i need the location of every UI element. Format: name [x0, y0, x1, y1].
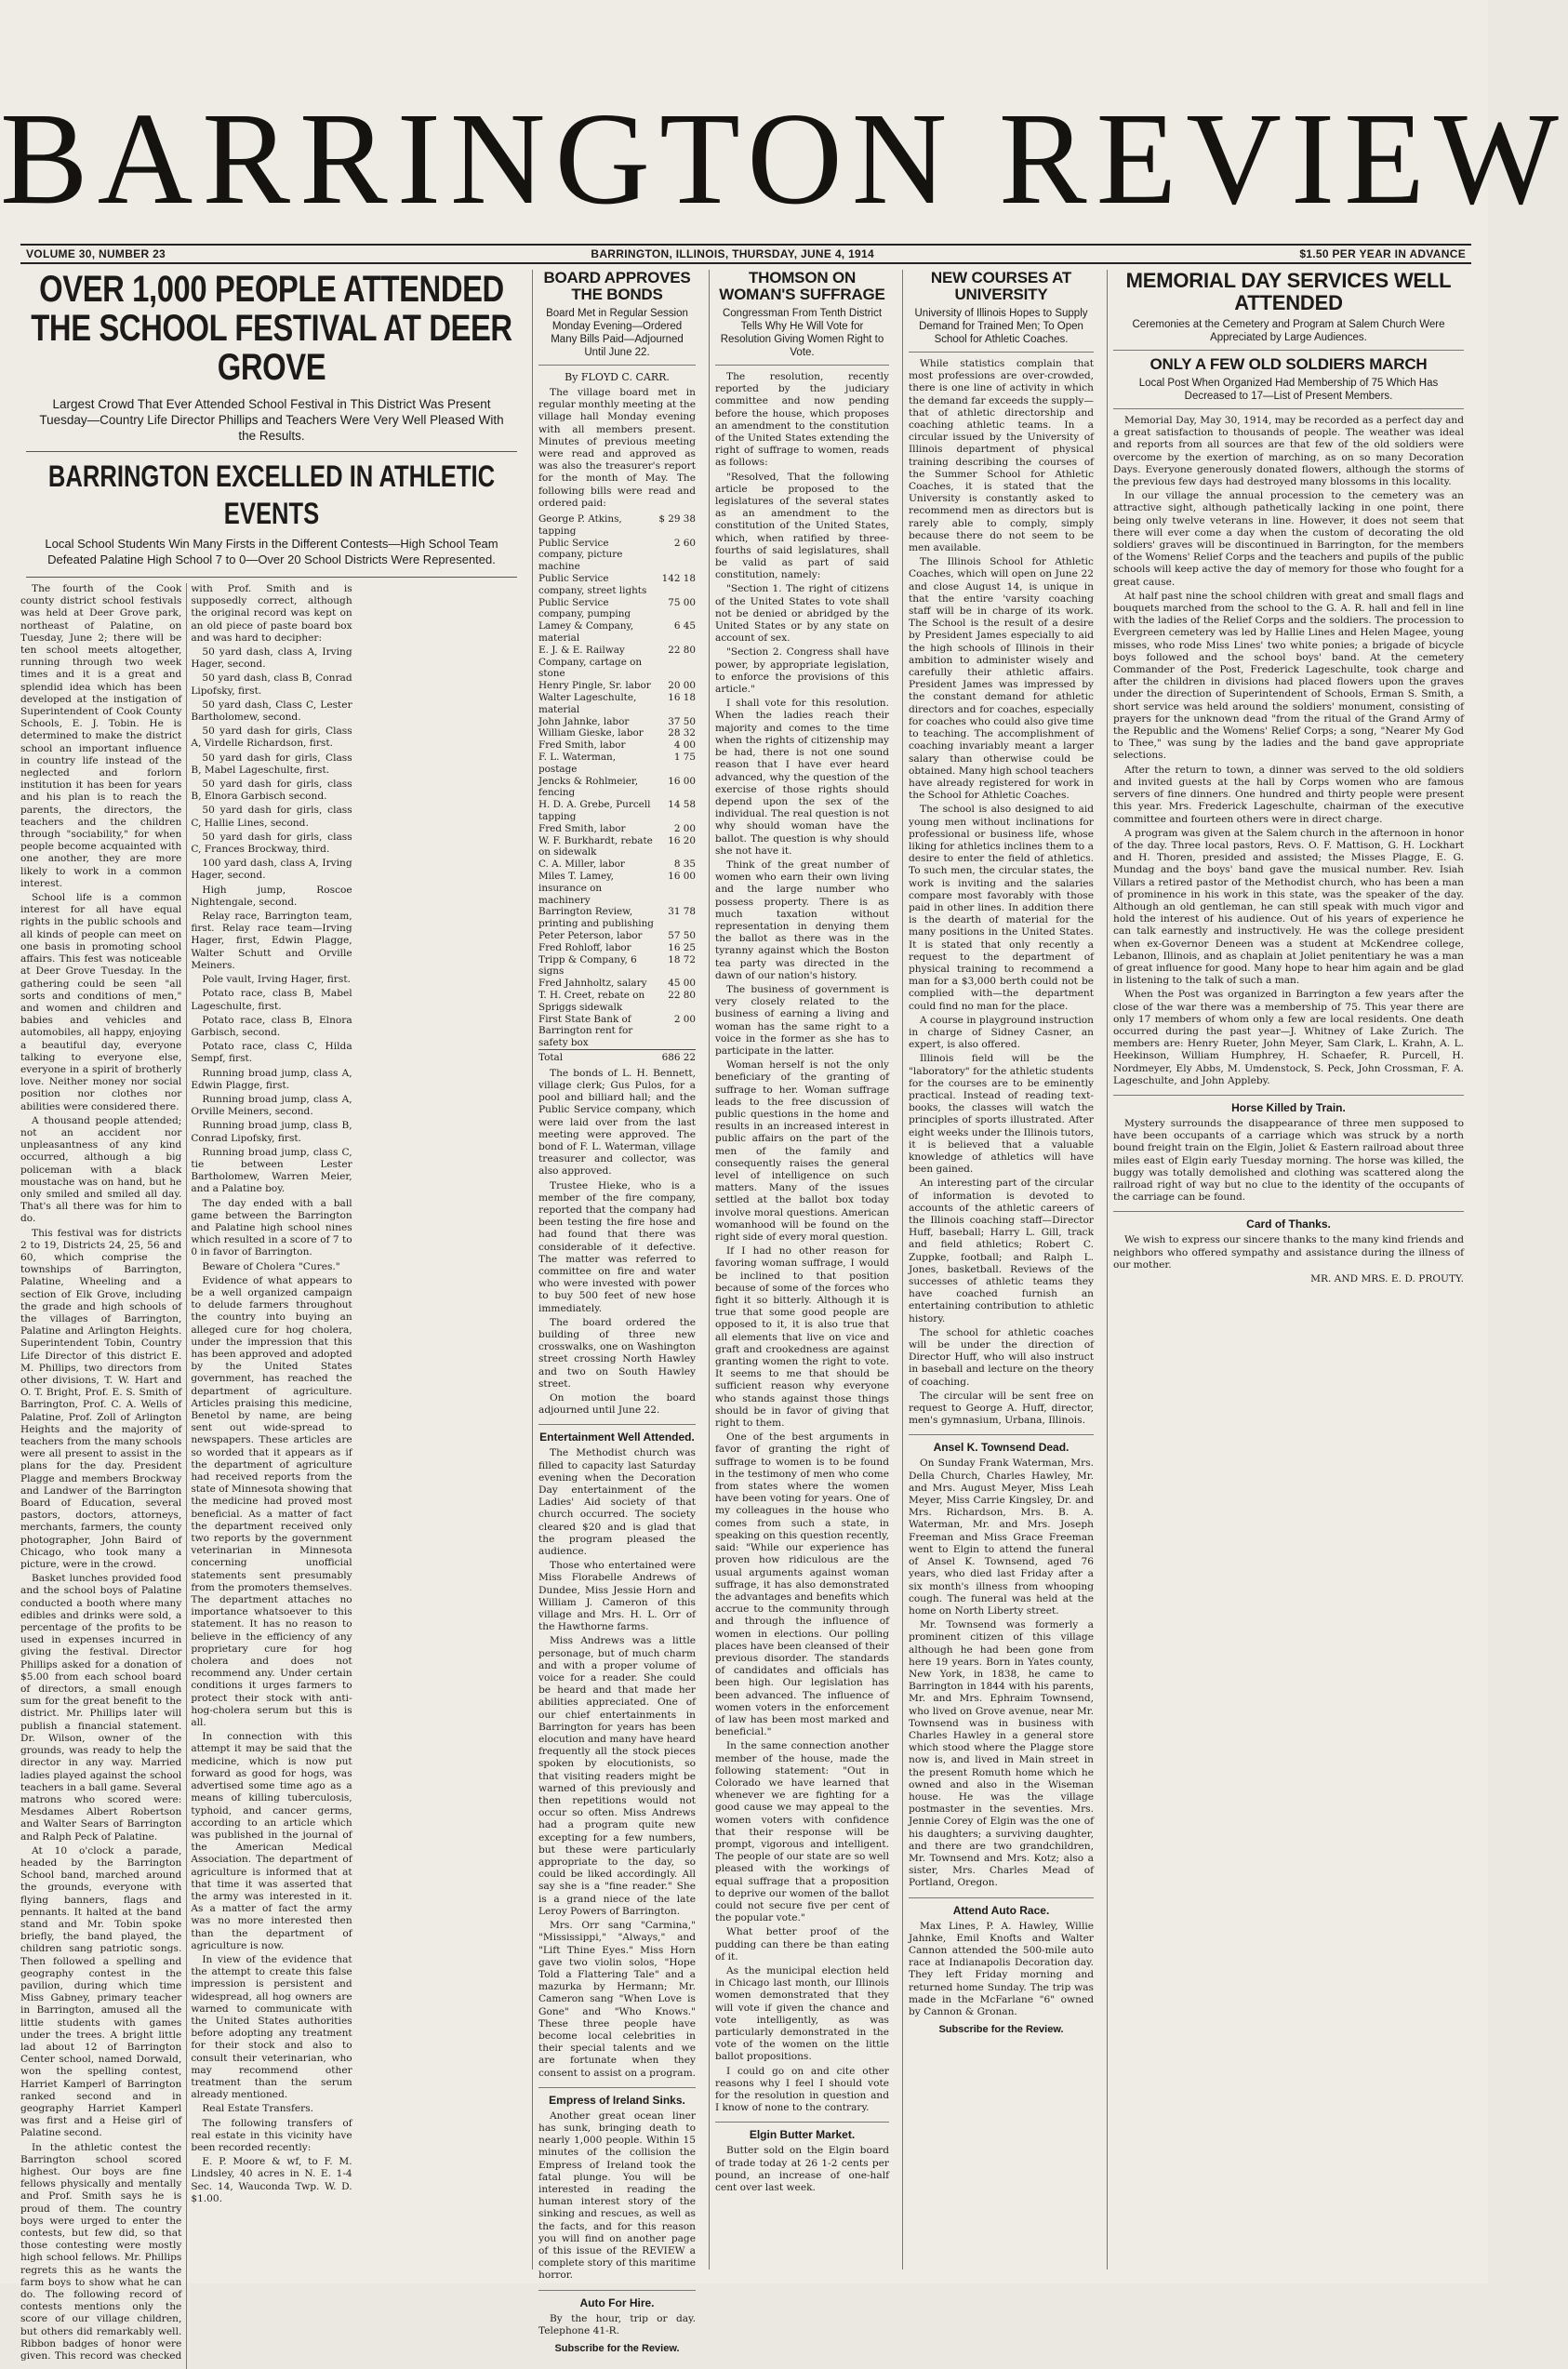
entertainment-headline: Entertainment Well Attended. [538, 1424, 696, 1444]
bill-amount: 22 80 [668, 644, 696, 656]
lead-paragraph: Evidence of what appears to be a well organized campaign to delude farmers throughout the country into buying an alleged cure for hog cholera, under the impression that this has been approved and adopted by the United States government, has reached the department of agriculture. Articles praising this medicine, Benetol by name, are being sent out wide-spread to newspapers. These articles are so worded that it appears as if the department of agriculture had received reports from the state of Minnesota showing that the medicine had proved most beneficial. As a matter of fact the department received only two reports by the government veterinarian in Minnesota concerning unofficial statements sent presumably from the promoters themselves. The department attaches no importance whatsoever to this statement. It has no reason to believe in the efficiency of any proprietary cure for hog cholera and does not recommend any. Under certain conditions it urges farmers to protect their stock with anti-hog-cholera serum but this is all. [191, 1274, 352, 1729]
lead-paragraph: 100 yard dash, class A, Irving Hager, second. [191, 858, 352, 882]
suffrage-paragraph: I could go on and cite other reasons why I feel I should vote for the resolution in question and I know of none to the contrary. [715, 2065, 889, 2114]
suffrage-paragraph: "Section 2. Congress shall have power, by appropriate legislation, to enforce the provisions of this article." [715, 646, 889, 696]
bill-item: Tripp & Company, 6 signs [538, 953, 637, 978]
board-paragraph: Trustee Hieke, who is a member of the fire company, reported that the company had been testing the fire hose and had found that there was considerable of it defective. The matter was referred to committee on fire and water who were invested with power to buy 500 feet of new hose immediately. [538, 1179, 696, 1314]
lead-paragraph: Real Estate Transfers. [202, 2103, 314, 2115]
bill-amount: 2 00 [673, 1013, 696, 1025]
bill-item: F. L. Waterman, postage [538, 751, 617, 775]
bills-total-amount: 686 22 [655, 1049, 696, 1063]
bill-amount: 45 00 [668, 978, 696, 990]
autorace-headline: Attend Auto Race. [909, 1897, 1094, 1917]
bill-row [538, 739, 696, 752]
memorial-paragraph: In our village the annual procession to the cemetery was an attractive sight, although pathetically lacking in one point, there being only twelve veterans in line. However, it does not seem that there will ever come a day when the custom of decorating the old soldiers' graves will be discontinued in Barrington, for the members of the Womens' Relief Corps and the teachers and pupils of the public schools will keep active the day of memory for those who fought for a great cause. [1113, 490, 1464, 588]
bill-row [538, 752, 696, 776]
courses-paragraph: While statistics complain that most professions are over-crowded, there is one line of activity in which the demand far exceeds the supply—that of athletic directorship and coaching athletic teams. In a circular issued by the University of Illinois department of physical training describing the courses of the Summer School for Athletic Coaches, it is stated that the University is constantly asked to recommend men as directors but is rarely able to comply, simply because there do not seem to be men available. [909, 358, 1094, 554]
lead-deck-secondary: Local School Students Win Many Firsts in the Different Contests—High School Team Defeated Palatine High School 7 to 0—Over 20 School Districts Were Represented. [26, 532, 517, 578]
courses-paragraph: The circular will be sent free on request to George A. Huff, director, men's gymnasium, Urbana, Illinois. [909, 1390, 1094, 1427]
bill-amount: 75 00 [668, 596, 696, 608]
bill-amount: 1 75 [673, 751, 696, 763]
bill-row [538, 823, 696, 835]
entertainment-paragraphs [538, 1447, 696, 2079]
suffrage-paragraphs [715, 371, 889, 2114]
bill-row [538, 597, 696, 621]
bill-amount: $ 29 38 [658, 513, 696, 526]
board-paragraph: The board ordered the building of three new crosswalks, one on Washington street crossing North Hawley and two on South Hawley street. [538, 1316, 696, 1390]
dateline-bar [20, 244, 1471, 264]
bill-row [538, 990, 696, 1014]
board-headline: BOARD APPROVES THE BONDS [543, 269, 691, 303]
suffrage-paragraph: Woman herself is not the only beneficiary of the granting of suffrage to her. Woman suffrage leads to the free discussion of public questions in the home and results in an increased interest in public affairs on the part of the men of the family and consequently raises the general level of intelligence on such matters. Many of the issues settled at the ballot box today involve moral questions. American womanhood will be found on the right side of every moral question. [715, 1059, 889, 1244]
horse-text: Mystery surrounds the disappearance of three men supposed to have been occupants of a carriage which was struck by a north bound freight train on the Elgin, Joliet & Eastern railroad about three miles east of Elgin early Tuesday morning. The horse was killed, the buggy was totally demolished and clothing was scattered along the railroad right of way but no clue to the identity of the occupants of the carriage can be found. [1113, 1117, 1464, 1204]
lead-paragraph: 50 yard dash for girls, class C, Frances Brockway, third. [191, 831, 352, 856]
bill-row [538, 930, 696, 942]
lead-paragraph: 50 yard dash for girls, Class B, Mabel Lageschulte, first. [191, 752, 352, 776]
memorial-paragraph: Memorial Day, May 30, 1914, may be recorded as a perfect day and a great satisfaction to thousands of people. The weather was ideal and reports from all sources are that few of the old soldiers were overcome by the exertion of marching, as on so many Decoration Days. Everyone generously donated flowers, although the storms of the previous few days had destroyed many blossoms in this locality. [1113, 415, 1464, 488]
bill-item: George P. Atkins, tapping [538, 513, 622, 537]
townsend-paragraph: Mr. Townsend was formerly a prominent citizen of this village although he had been gone from here 19 years. Born in Yates county, New York, in 1838, he came to Barrington in 1844 with his parents, Mr. and Mrs. Ephraim Townsend, who lived on Grove avenue, near Mr. Townsend was in business with Charles Hawley in a general store which stood where the Plagge store now is, and lived in Main street in the present Romuth home which he owned and also in the Wiseman house. He was the village postmaster in the seventies. Mrs. Jennie Corey of Elgin was the one of his daughters; a surviving daughter, and there are two grandchildren, Mr. Townsend and Mrs. Kotz; also a sister, Mrs. Charles Mead of Portland, Oregon. [909, 1619, 1094, 1889]
bill-item: Jencks & Rohlmeier, fencing [538, 775, 639, 799]
lead-paragraph: E. P. Moore & wf, to F. M. Lindsley, 40 acres in N. E. 1-4 Sec. 14, Wauconda Twp. W. D. $1.00. [191, 2156, 352, 2204]
memorial-paragraph: At half past nine the school children with great and small flags and bouquets marched from the school to the G. A. R. hall and fell in line with the ladies of the Relief Corps and the soldiers. The procession to Evergreen cemetery was led by Hallie Lines and Helen Magee, young misses, who rode Miss Lines' two white ponies; a brigade of bicycle boys followed and the school boys' band. At the cemetery Commander of the Post, Frederick Lageschulte, took charge and after the children in divisions had placed flowers upon the graves under the direction of Superintendent of Schools, Erman S. Smith, a short service was held around the soldiers' monument, consisting of prayers for the unknown dead "from the ritual of the Grand Army of the Republic and the Womens' Relief Corps; a song, "Nearer My God to Thee," was sung by the ladies and the band gave appropriate selections. [1113, 590, 1464, 762]
courses-paragraph: The school is also designed to aid young men without inclinations for professional or business life, whose liking for athletics inclines them to a desire to enter the field of athletics. To such men, the circular states, the work is inviting and the salaries compare most favorably with those paid in other lines. In addition there is the dearth of material for the many positions in the United States. It is stated that only recently a request to the department of physical training to recommend a man for a $3,000 berth could not be complied with—the department could find no man for the place. [909, 804, 1094, 1012]
bill-amount: 8 35 [673, 858, 696, 871]
bill-amount: 16 18 [668, 691, 696, 703]
bill-item: William Gieske, labor [538, 727, 644, 739]
bill-item: Fred Smith, labor [538, 822, 626, 834]
subscription-price: $1.50 PER YEAR IN ADVANCE [1299, 247, 1466, 260]
memorial-headline-secondary: ONLY A FEW OLD SOLDIERS MARCH [1149, 355, 1428, 373]
bill-item: Public Service company, pumping [538, 596, 631, 620]
bill-item: Lamey & Company, material [538, 620, 634, 644]
hire-text: By the hour, trip or day. Telephone 41-R. [538, 2312, 696, 2336]
thanks-headline: Card of Thanks. [1113, 1211, 1464, 1231]
lead-paragraph: Potato race, class B, Mabel Lageschulte, first. [191, 988, 352, 1012]
bill-row [538, 716, 696, 728]
bill-row [538, 513, 696, 538]
memorial-headline: MEMORIAL DAY SERVICES WELL ATTENDED [1125, 269, 1452, 314]
bill-row [538, 858, 696, 871]
bill-item: T. H. Creet, rebate on Spriggs sidewalk [538, 989, 645, 1013]
board-article [532, 269, 701, 2354]
bill-item: Public Service company, street lights [538, 573, 647, 596]
entertainment-paragraph: Miss Andrews was a little personage, but of much charm and with a proper volume of voice for a reader. She could be heard and that made her abilities appreciated. One of our chief entertainments in Barrington for years has been elocution and many have heard frequently all the stock pieces spoken by elocutionists, so that visiting readers might be warned of this previously and then repetitions would not occur so often. Miss Andrews had a program quite new excepting for a few numbers, but these were particularly appropriate to the day, so could be liked accordingly. All say she is a "fine reader." She is a grand niece of the late Leroy Powers of Barrington. [538, 1635, 696, 1917]
suffrage-paragraph: "Section 1. The right of citizens of the United States to vote shall not be denied or abridged by the United States or by any state on account of sex. [715, 583, 889, 645]
bill-row [538, 645, 696, 680]
bill-row [538, 835, 696, 859]
bill-amount: 16 00 [668, 775, 696, 787]
lead-paragraph: Basket lunches provided food and the school boys of Palatine conducted a booth where many edibles and drinks were sold, a percentage of the profits to be used in expenses incurred in giving the festival. Director Phillips asked for a donation of $5.00 from each school board of directors, a small enough sum for the great benefit to the district. Mr. Phillips later will publish a financial statement. Dr. Wilson, owner of the grounds, was ready to help the director in any way. Married ladies played against the school teachers in a ball game. Several matrons who scored were: Mesdames Albert Robertson and Walter Sears of Barrington and Ralph Peck of Palatine. [20, 1573, 182, 1843]
lead-paragraph: Potato race, class B, Elnora Garbisch, second. [191, 1014, 352, 1038]
bill-item: E. J. & E. Railway Company, cartage on stone [538, 644, 643, 680]
lead-paragraph: Relay race, Barrington team, first. Relay race team—Irving Hager, first, Edwin Plagge, Walter Schutt and Orville Meiners. [191, 911, 352, 971]
bill-amount: 16 00 [668, 870, 696, 882]
lead-body [20, 583, 523, 2369]
bill-item: John Jahnke, labor [538, 715, 630, 727]
bill-row [538, 620, 696, 645]
lead-paragraph: A thousand people attended; not an accident nor unpleasantness of any kind occurred, although a big policeman with a black moustache was on hand, but he only smiled and smiled all day. That's all there was for him to do. [20, 1114, 182, 1225]
board-paragraph: The bonds of L. H. Bennett, village clerk; Gus Pulos, for a pool and billiard hall; and the Public Service company, which were laid over from the last meeting were approved. The bond of F. L. Waterman, village treasurer and collector, was also approved. [538, 1067, 696, 1178]
hire-headline: Auto For Hire. [538, 2290, 696, 2309]
suffrage-paragraph: What better proof of the pudding can there be than eating of it. [715, 1926, 889, 1963]
lead-paragraph: Running broad jump, class C, tie between Lester Bartholomew, Warren Meier, and a Palatine boy. [191, 1146, 352, 1195]
lead-headline-secondary: BARRINGTON EXCELLED IN ATHLETIC EVENTS [47, 459, 496, 530]
bills-total-row [538, 1049, 696, 1063]
bill-amount: 4 00 [673, 739, 696, 752]
lead-paragraph: 50 yard dash, class A, Irving Hager, second. [191, 646, 352, 671]
courses-paragraphs [909, 358, 1094, 1427]
memorial-article [1107, 270, 1469, 2269]
bill-item: Fred Smith, labor [538, 739, 626, 752]
bills-total-label: Total [538, 1049, 655, 1063]
courses-headline: NEW COURSES AT UNIVERSITY [930, 269, 1072, 303]
lead-paragraph: The day ended with a ball game between the Barrington and Palatine high school nines which resulted in a score of 7 to 0 in favor of Barrington. [191, 1197, 352, 1258]
bill-amount: 31 78 [668, 906, 696, 918]
lead-paragraph: High jump, Roscoe Nightengale, second. [191, 884, 352, 908]
bill-amount: 57 50 [668, 929, 696, 941]
bill-item: W. F. Burkhardt, rebate on sidewalk [538, 834, 653, 858]
empress-paragraphs [538, 2110, 696, 2282]
suffrage-headline: THOMSON ON WOMAN'S SUFFRAGE [719, 269, 885, 303]
lead-paragraph: Running broad jump, class A, Edwin Plagge, first. [191, 1067, 352, 1091]
suffrage-paragraph: Think of the great number of women who earn their own living and the large number who possess property. There is as much taxation without representation in denying them the ballot as there was in the tyranny against which the Boston tea party was directed in the dawn of our nation's history. [715, 858, 889, 981]
bill-amount: 6 45 [673, 620, 696, 632]
lead-paragraph: Pole vault, Irving Hager, first. [202, 974, 351, 986]
lead-paragraph: 50 yard dash, class B, Conrad Lipofsky, first. [191, 672, 352, 697]
courses-subhead: University of Illinois Hopes to Supply Demand for Trained Men; To Open School for Athletic Coaches. [909, 303, 1094, 353]
lead-paragraph: This festival was for districts 2 to 19, Districts 24, 25, 56 and 60, which comprise the townships of Barrington, Palatine, Wheeling and a section of Elk Grove, including the grade and high schools of the villages of Barrington, Palatine and Arlington Heights. Superintendent Tobin, Country Life Director of this district E. M. Phillips, two directors from other divisions, T. W. Hart and O. T. Bright, Prof. E. S. Smith of Barrington, Prof. C. A. Wells of Palatine, Prof. Zoll of Arlington Heights and the majority of teachers from the many schools were all present to assist in the plans for the day. President Plagge and members Brockway and Landwer of the Barrington Board of Education, several pastors, doctors, attorneys, merchants, farmers, the county photographer, John Baird of Chicago, who took many a picture, were in the crowd. [20, 1227, 182, 1571]
courses-paragraph: Illinois field will be the "laboratory" for the athletic students for the courses are to be eminently practical. Instead of reading text-books, the classes will watch the principles of sports illustrated. After eight weeks under the Illinois tutors, it is believed that a valuable knowledge of athletics will have been gained. [909, 1053, 1094, 1176]
bill-item: Miles T. Lamey, insurance on machinery [538, 870, 614, 906]
lead-paragraph: The following transfers of real estate in this vicinity have been recorded recently: [191, 2117, 352, 2153]
bill-row [538, 573, 696, 597]
bill-row [538, 538, 696, 573]
subscribe-note-2: Subscribe for the Review. [938, 2024, 1064, 2036]
bill-row [538, 1014, 696, 1050]
suffrage-paragraph: "Resolved, That the following article be proposed to the legislatures of the several states as an amendment to the constitution of the United States, which, when ratified by three-fourths of said legislatures, shall be valid as part of said constitution, namely: [715, 471, 889, 581]
bill-item: Barrington Review, printing and publishing [538, 906, 654, 930]
subscribe-note: Subscribe for the Review. [554, 2342, 680, 2354]
suffrage-paragraph: The business of government is very closely related to the business of earning a living and woman has the same right to a voice in the former as she has to participate in the latter. [715, 983, 889, 1057]
bill-item: First State Bank of Barrington rent for safety box [538, 1013, 633, 1049]
bill-amount: 14 58 [668, 799, 696, 811]
bill-row [538, 871, 696, 906]
bill-row [538, 906, 696, 930]
memorial-subhead: Ceremonies at the Cemetery and Program at Salem Church Were Appreciated by Large Audiences. [1113, 314, 1464, 351]
bill-row [538, 942, 696, 954]
board-intro: The village board met in regular monthly meeting at the village hall Monday evening with all members present. Minutes of previous meeting were read and approved as was also the treasurer's report for the month of May. The following bills were read and ordered paid: [538, 387, 696, 509]
townsend-paragraphs [909, 1457, 1094, 1889]
townsend-paragraph: On Sunday Frank Waterman, Mrs. Della Church, Charles Hawley, Mr. and Mrs. August Meyer, Miss Leah Meyer, Miss Carrie Kingsley, Dr. and Mrs. Richardson, Mrs. B. A. Waterman, Mr. and Mrs. Joseph Freeman and Miss Grace Freeman went to Elgin to attend the funeral of Ansel K. Townsend, aged 76 years, who died last Friday after a six month's illness from whooping cough. The funeral was held at the home on North Liberty street. [909, 1457, 1094, 1617]
lead-paragraph: School life is a common interest for all have equal rights in the public schools and all kinds of people can meet on one basis in promoting school affairs. This fest was noticeable at Deer Grove Tuesday. In the gathering could be seen "all sorts and conditions of men," and women and children and babies and vehicles and automobiles, all happy, enjoying a beautiful day, everyone talking to everyone else, everyone in a spirit of brotherly love. Neither money nor social position nor clothes nor abilities were considered there. [20, 892, 182, 1112]
lead-paragraph: Beware of Cholera "Cures." [202, 1260, 340, 1272]
bill-row [538, 954, 696, 978]
elgin-text: Butter sold on the Elgin board of trade today at 26 1-2 cents per pound, an increase of one-half cent over last week. [715, 2145, 889, 2194]
masthead-title: BARRINGTON REVIEW [0, 85, 1568, 232]
bill-item: Fred Rohloff, labor [538, 941, 631, 953]
lead-paragraph: In view of the evidence that the attempt to create this false impression is persistent and widespread, all hog owners are warned to communicate with the United States authorities before adopting any treatment for their stock and also to consult their veterinarian, who may recommend other treatment than the serum already mentioned. [191, 1953, 352, 2101]
board-paragraph: On motion the board adjourned until June 22. [538, 1391, 696, 1417]
bill-amount: 142 18 [661, 573, 696, 585]
horse-headline: Horse Killed by Train. [1113, 1095, 1464, 1114]
bill-row [538, 680, 696, 692]
bill-amount: 37 50 [668, 715, 696, 727]
bill-item: Fred Jahnholtz, salary [538, 978, 647, 990]
memorial-subhead-secondary: Local Post When Organized Had Membership of 75 Which Has Decreased to 17—List of Present Members. [1113, 373, 1464, 409]
lead-paragraph: 50 yard dash for girls, class B, Elnora Garbisch second. [191, 779, 352, 803]
memorial-paragraph: After the return to town, a dinner was served to the old soldiers and invited guests at the hall by Corps women who are famous servers of fine dinners. One hundred and thirty people were present this year. Mrs. Frederick Lageschulte, chairman of the executive committee and fourteen others were in direct charge. [1113, 764, 1464, 825]
lead-paragraph: Running broad jump, class A, Orville Meiners, second. [191, 1093, 352, 1118]
lead-headline: OVER 1,000 PEOPLE ATTENDED THE SCHOOL FESTIVAL AT DEER GROVE [31, 269, 512, 388]
bill-amount: 28 32 [668, 727, 696, 739]
courses-article [902, 270, 1099, 2269]
courses-paragraph: The school for athletic coaches will be under the direction of Director Huff, who will also instruct in baseball and lecture on the theory of coaching. [909, 1326, 1094, 1388]
bill-item: Public Service company, picture machine [538, 537, 623, 573]
bill-row [538, 978, 696, 990]
bill-amount: 2 00 [673, 822, 696, 834]
board-paragraphs [538, 1068, 696, 1417]
lead-paragraph: The fourth of the Cook county district school festivals was held at Deer Grove park, northeast of Palatine, on Tuesday, June 2; there will be ten school meets altogether, running through two week times and it is a great and splendid idea which has been developed at the instigation of Superintendent of Cook County Schools, E. J. Tobin. He is determined to make the district school an important influence in country life instead of the neglected and forlorn institution it has been for years and his plan is to reach the parents, the directors, the teachers and the children through "sociability," for when people become acquainted with one another, they are more likely to work in a common interest. [20, 583, 182, 889]
bill-amount: 2 60 [673, 537, 696, 549]
empress-headline: Empress of Ireland Sinks. [538, 2087, 696, 2107]
townsend-headline: Ansel K. Townsend Dead. [909, 1434, 1094, 1454]
entertainment-paragraph: Those who entertained were Miss Florabelle Andrews of Dundee, Miss Jessie Horn and William J. Cameron of this village and Mrs. H. L. Orr of the Hawthorne farms. [538, 1560, 696, 1633]
memorial-paragraphs [1113, 415, 1464, 1087]
bill-item: H. D. A. Grebe, Purcell tapping [538, 799, 651, 822]
bill-row [538, 799, 696, 823]
suffrage-paragraph: One of the best arguments in favor of granting the right of suffrage to women is to be found in the testimony of men who come from states where the women have been voting for years. One of my colleagues in the house who comes from such a state, in speaking on this question recently, said: "While our experience has proven how ridiculous are the usual arguments against woman suffrage, it has also demonstrated the advantages and benefits which accrue to the community through and through the influence of women in elections. Our polling places have been cleansed of their previous disorder. The standards of candidates and officials has been high. Our legislation has been advanced. The influence of women voters in the enforcement of law has been most marked and beneficial." [715, 1431, 889, 1738]
suffrage-subhead: Congressman From Tenth District Tells Why He Will Vote for Resolution Giving Women Right to Vote. [715, 303, 889, 366]
suffrage-paragraph: As the municipal election held in Chicago last month, our Illinois women demonstrated that they will vote if given the chance and vote intelligently, as was particularly demonstrated in the vote of the women on the little ballot propositions. [715, 1965, 889, 2063]
suffrage-paragraph: I shall vote for this resolution. When the ladies reach their majority and comes to the time when the rights of citizenship may be had, there is not one sound reason that I have ever heard advanced, why the question of the exercise of those rights should depend upon the sex of the individual. The real question is not why should woman have the ballot. The question is why should she not have it. [715, 698, 889, 857]
bill-item: Walter Lageschulte, material [538, 691, 637, 715]
volume-number: VOLUME 30, NUMBER 23 [26, 247, 166, 260]
elgin-headline: Elgin Butter Market. [715, 2122, 889, 2141]
thanks-text: We wish to express our sincere thanks to the many kind friends and neighbors who offered sympathy and assistance during the illness of our mother. [1113, 1234, 1464, 1271]
memorial-paragraph: A program was given at the Salem church in the afternoon in honor of the day. Three local pastors, Revs. O. F. Mattison, G. H. Lockhart and H. Thoren, presided and assisted; the Misses Plagge, E. G. Mundag and the boys' band gave the musical number. Rev. Isiah Villars a retired pastor of the Methodist church, who has been a man of prominence in his work in this state, was the speaker of the day. Although an old gentleman, he can still speak with much vigor and hold the interest of his audience. Out of his years of experience he can talk earnestly and instructively. He was the college president when ex-Governor Deneen was a student at McKendree college, Lebanon, Illinois, and as chaplain at Joliet penitentiary he was a man of great influence for good. Many hope to hear him again and be glad in listening to the talk of such a man. [1113, 827, 1464, 987]
lead-paragraph: 50 yard dash for girls, class C, Hallie Lines, second. [191, 805, 352, 829]
empress-paragraph: Another great ocean liner has sunk, bringing death to nearly 1,000 people. Within 15 minutes of the collision the Empress of Ireland took the fatal plunge. You will be interested in reading the human interest story of the sinking and rescues, as well as the facts, and for this reason you will find on another page of this issue of the REVIEW a complete story of this maritime horror. [538, 2109, 696, 2282]
bill-row [538, 692, 696, 716]
lead-paragraph: Potato race, class C, Hilda Sempf, first. [191, 1041, 352, 1065]
lead-story [20, 269, 523, 2362]
courses-paragraph: An interesting part of the circular of information is devoted to accounts of the athletic careers of the Illinois coaching staff—Director Huff, baseball; Harry L. Gill, track and field athletics; Robert C. Zuppke, football; and Ralph L. Jones, basketball. Reviews of the successes of athletic teams they have coached furnish an entertaining contribution to athletic history. [909, 1178, 1094, 1324]
lead-paragraph: Running broad jump, class B, Conrad Lipofsky, first. [191, 1120, 352, 1144]
suffrage-paragraph: The resolution, recently reported by the judiciary committee and now pending before the house, which proposes an amendment to the constitution of the United States extending the right of suffrage to women, reads as follows: [715, 371, 889, 469]
suffrage-paragraph: In the same connection another member of the house, made the following statement: "Out in Colorado we have learned that whenever we are fighting for a good cause we may appeal to the women voters with confidence that their response will be prompt, vigorous and intelligent. The people of our state are so well pleased with the workings of equal suffrage that a proposition to deprive our women of the ballot could not secure five per cent of the popular vote." [715, 1740, 889, 1924]
board-subhead: Board Met in Regular Session Monday Evening—Ordered Many Bills Paid—Adjourned Until June 22. [538, 303, 696, 366]
bill-amount: 20 00 [668, 680, 696, 692]
courses-paragraph: The Illinois School for Athletic Coaches, which will open on June 22 and close August 14, is unique in that the entire 'varsity coaching staff will be in charge of its work. The School is the result of a desire by President James especially to aid the high schools of Illinois in their ambition to administer wisely and carefully their athletic affairs. President James was impressed by the constant demand for athletic directors and for coaches, especially for coaches who could also give time to teaching. The accomplishment of coaching invariably meant a larger salary than otherwise could be obtained. Many high school teachers have already registered for work in the School for Athletic Coaches. [909, 556, 1094, 802]
masthead [0, 85, 1568, 237]
lead-paragraph: 50 yard dash for girls, Class A, Virdelle Richardson, first. [191, 725, 352, 750]
lead-paragraph: In connection with this attempt it may be said that the medicine, which is now put forward as good for hogs, was advertised some time ago as a means of killing tuberculosis, typhoid, and cancer germs, according to an article which was published in the journal of the American Medical Association. The department of agriculture is informed that at that time it was asserted that the army was interested in it. As a matter of fact the army was no more interested then than the department of agriculture is now. [191, 1731, 352, 1951]
lead-paragraph: In the athletic contest the Barrington school scored highest. Our boys are fine fellows physically and mentally and Prof. Smith says he is proud of them. The country boys were urged to enter the contests, but few did, so that those contesting were mostly high school fellows. Mr. Phillips regrets this as he wants the farm boys to show what he can do. The following record of contests mentions only the score of our village children, but others did remarkably well. Ribbon badges of honor were given. This record was checked with Prof. Smith and is supposedly correct, although the original record was kept on an old piece of paste board box and was hard to decipher: [20, 583, 352, 2362]
entertainment-paragraph: Mrs. Orr sang "Carmina," "Mississippi," "Always," and "Lift Thine Eyes." Miss Horn gave two violin solos, "Hope Told a Flattering Tale" and a mazurka by Hermann; Mr. Cameron sang "When Love is Gone" and "Who Knows." These three people have become local celebrities in their special talents and we are fortunate when they consent to assist on a program. [538, 1920, 696, 2079]
board-byline: By FLOYD C. CARR. [565, 371, 670, 383]
bill-amount: 16 25 [668, 941, 696, 953]
bill-amount: 16 20 [668, 834, 696, 846]
lead-paragraph: 50 yard dash, Class C, Lester Bartholomew, second. [191, 699, 352, 724]
bill-amount: 18 72 [668, 953, 696, 965]
bill-item: Peter Peterson, labor [538, 929, 643, 941]
suffrage-article [709, 270, 895, 2269]
bills-table [538, 513, 696, 1064]
lead-paragraph: At 10 o'clock a parade, headed by the Barrington School band, marched around the grounds, everyone with flying banners, flags and pennants. It halted at the band stand and Mr. Tobin spoke briefly, the band played, the children sang patriotic songs. Then followed a spelling and geography contest in the pavilion, during which time Miss Gabney, primary teacher in Barrington, amused all the little students with games under the trees. A bright little lad about 12 of Barrington Center school, named Dorwald, won the spelling contest, Harriet Kamperl of Barrington ranked second and in geography Harriet Kamperl was first and a Heise girl of Palatine second. [20, 1844, 182, 2139]
courses-paragraph: A course in playground instruction in charge of Sidney Casner, an expert, is also offered. [909, 1014, 1094, 1051]
bill-row [538, 727, 696, 739]
entertainment-paragraph: The Methodist church was filled to capacity last Saturday evening when the Decoration Day entertainment of the Ladies' Aid society of that church occurred. The society cleared $20 and is glad that the program pleased the audience. [538, 1447, 696, 1557]
memorial-paragraph: When the Post was organized in Barrington a few years after the close of the war there was a membership of 75. This year there are only 17 members of whom only a few are local residents. One death occurred during the past year—J. Whitney of Lake Zurich. The members are: Henry Rueter, John Meyer, Sam Clark, L. Krahn, A. L. Heekinson, William Humphrey, H. Schaefer, R. Purcell, H. Nordmeyer, Ely Abbs, M. Umdenstock, S. Peck, John Crossman, F. A. Lageschulte, and John Appleby. [1113, 989, 1464, 1086]
bill-item: Henry Pingle, Sr. labor [538, 680, 651, 692]
bill-amount: 22 80 [668, 989, 696, 1001]
suffrage-paragraph: If I had no other reason for favoring woman suffrage, I would be inclined to that position because of some of the forces who fight it so bitterly. Although it is true that some good people are opposed to it, it is also true that all elements that live on vice and graft and crookedness are against granting women the right to vote. It seems to me that should be sufficient reason why everyone who stands against those things should be in favor of giving that right to them. [715, 1245, 889, 1430]
thanks-signature: MR. AND MRS. E. D. PROUTY. [1310, 1273, 1464, 1284]
bill-row [538, 776, 696, 800]
place-date: BARRINGTON, ILLINOIS, THURSDAY, JUNE 4, 1914 [591, 247, 874, 260]
autorace-text: Max Lines, P. A. Hawley, Willie Jahnke, Emil Knofts and Walter Cannon attended the 500-mile auto race at Indianapolis Decoration day. They left Friday morning and returned home Sunday. The trip was made in the McFarlane "6" owned by Cannon & Gronan. [909, 1920, 1094, 2017]
lead-deck: Largest Crowd That Ever Attended School Festival in This District Was Present Tuesday—Country Life Director Phillips and Teachers Were Very Well Pleased With the Results. [26, 387, 517, 452]
bill-item: C. A. Miller, labor [538, 858, 625, 871]
